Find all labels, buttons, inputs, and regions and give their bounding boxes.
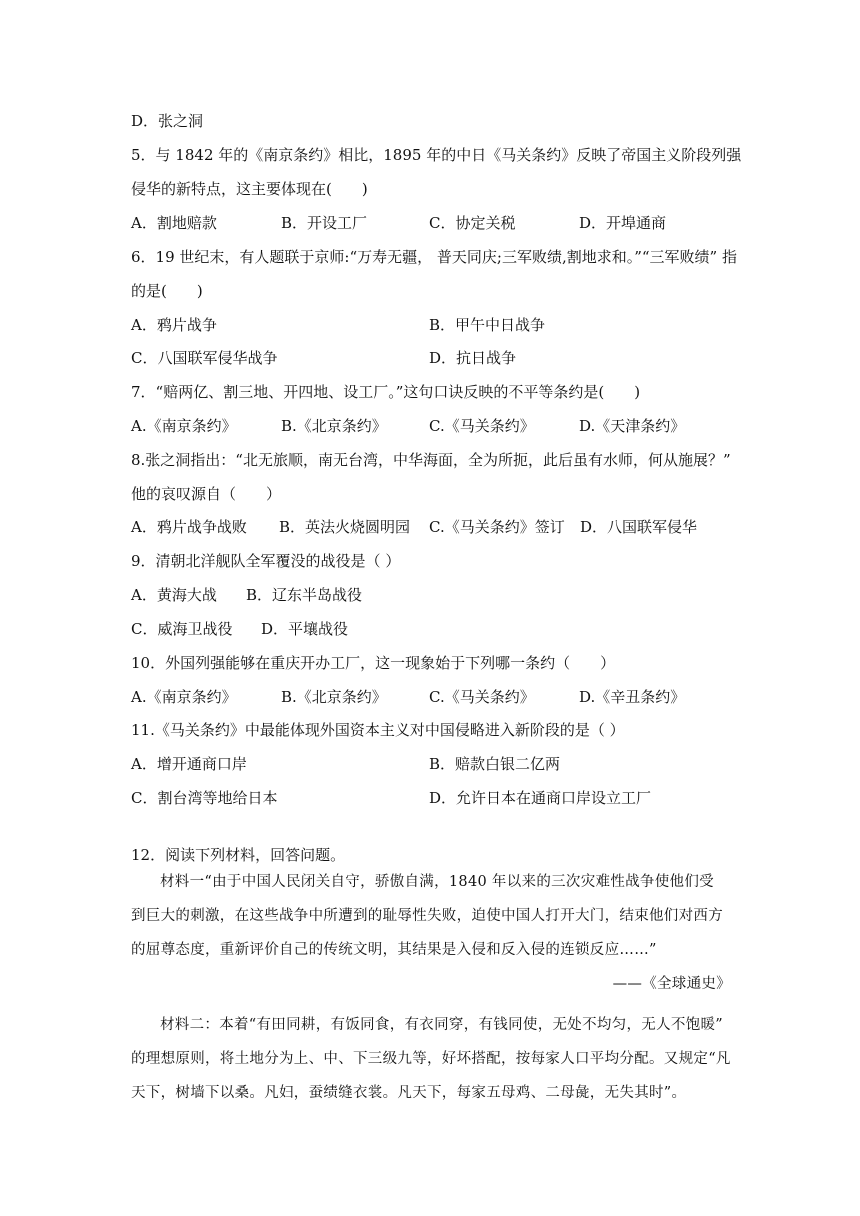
q6-option-b: B．甲午中日战争: [429, 316, 546, 334]
q10-option-c: C.《马关条约》: [429, 688, 535, 706]
q5-option-a: A．割地赔款: [131, 214, 217, 232]
material-2-line: 天下，树墙下以桑。凡妇，蚕绩缝衣裳。凡天下，每家五母鸡、二母彘，无失其时”。: [131, 1085, 687, 1101]
material-1-line: 到巨大的刺激，在这些战争中所遭到的耻辱性失败，迫使中国人打开大门，结束他们对西方: [131, 908, 723, 924]
material-1-source: ——《全球通史》: [612, 976, 731, 992]
q7-option-b: B.《北京条约》: [281, 417, 387, 435]
q5-options: [131, 211, 731, 235]
q10-option-a: A.《南京条约》: [131, 688, 237, 706]
q8-option-d: D．八国联军侵华: [580, 518, 698, 536]
q11-option-c: C．割台湾等地给日本: [131, 789, 278, 807]
q11-option-b: B．赔款白银二亿两: [429, 755, 561, 773]
q9-option-c: C．威海卫战役: [131, 620, 233, 638]
q7-options: [131, 414, 731, 438]
q5-stem-line1: 5．与 1842 年的《南京条约》相比，1895 年的中日《马关条约》反映了帝国主义阶段列强: [131, 146, 742, 164]
q8-option-c: C.《马关条约》签订: [429, 518, 565, 536]
q6-option-c: C．八国联军侵华战争: [131, 349, 278, 367]
q12-stem: 12．阅读下列材料，回答问题。: [131, 846, 346, 864]
q11-stem: 11.《马关条约》中最能体现外国资本主义对中国侵略进入新阶段的是（ ）: [131, 721, 625, 739]
q10-options: [131, 685, 731, 709]
q8-option-b: B．英法火烧圆明园: [279, 518, 411, 536]
q6-stem-line1: 6．19 世纪末，有人题联于京师:“万寿无疆， 普天同庆;三军败绩,割地求和。”“三军败绩” 指: [131, 248, 737, 266]
q11-options-row1: [131, 752, 731, 776]
q5-option-b: B．开设工厂: [281, 214, 368, 232]
material-1-line: 材料一“由于中国人民闭关自守，骄傲自满，1840 年以来的三次灾难性战争使他们受: [160, 874, 714, 890]
q10-option-b: B.《北京条约》: [281, 688, 387, 706]
q9-option-b: B．辽东半岛战役: [246, 586, 363, 604]
q5-option-d: D．开埠通商: [579, 214, 667, 232]
q7-option-d: D.《天津条约》: [579, 417, 686, 435]
material-1-line: 的屈尊态度，重新评价自己的传统文明，其结果是入侵和反入侵的连锁反应……”: [131, 942, 657, 958]
q4-option-d: [131, 109, 731, 133]
q7-option-a: A.《南京条约》: [131, 417, 237, 435]
q7-stem: 7．“赔两亿、割三地、开四地、设工厂。”这句口诀反映的不平等条约是( ): [131, 383, 641, 401]
q6-stem-line2: 的是( ): [131, 282, 203, 300]
material-2-line: 的理想原则，将土地分为上、中、下三级九等，好坏搭配，按每家人口平均分配。又规定“凡: [131, 1051, 731, 1067]
q9-options-row2: [131, 617, 731, 641]
q5-stem-line2: 侵华的新特点，这主要体现在( ): [131, 180, 368, 198]
q12-material-2: [131, 1008, 731, 1110]
q11-option-a: A．增开通商口岸: [131, 755, 247, 773]
q11-options-row2: [131, 786, 731, 810]
q9-stem: 9．清朝北洋舰队全军覆没的战役是（ ）: [131, 552, 401, 570]
material-2-line: 材料二：本着“有田同耕，有饭同食，有衣同穿，有钱同使，无处不均匀，无人不饱暖”: [160, 1017, 724, 1033]
q9-option-a: A．黄海大战: [131, 586, 217, 604]
q6-options-row1: [131, 313, 731, 337]
q8-options: [131, 515, 731, 539]
q12-material-1: [131, 865, 731, 1001]
q9-option-d: D．平壤战役: [261, 620, 349, 638]
q8-option-a: A．鸦片战争战败: [131, 518, 247, 536]
q10-option-d: D.《辛丑条约》: [579, 688, 686, 706]
q8-stem-line2: 他的哀叹源自（ ）: [131, 485, 282, 503]
q8-stem-line1: 8.张之洞指出：“北无旅顺，南无台湾，中华海面，全为所扼，此后虽有水师，何从施展？”: [131, 451, 731, 469]
q10-stem: 10．外国列强能够在重庆开办工厂，这一现象始于下列哪一条约（ ）: [131, 654, 616, 672]
q7-option-c: C.《马关条约》: [429, 417, 535, 435]
q5-option-c: C．协定关税: [429, 214, 516, 232]
q6-option-d: D．抗日战争: [429, 349, 517, 367]
option-text: D．张之洞: [131, 112, 204, 130]
q6-option-a: A．鸦片战争: [131, 316, 217, 334]
q9-options-row1: [131, 583, 731, 607]
q6-options-row2: [131, 346, 731, 370]
q11-option-d: D．允许日本在通商口岸设立工厂: [429, 789, 652, 807]
